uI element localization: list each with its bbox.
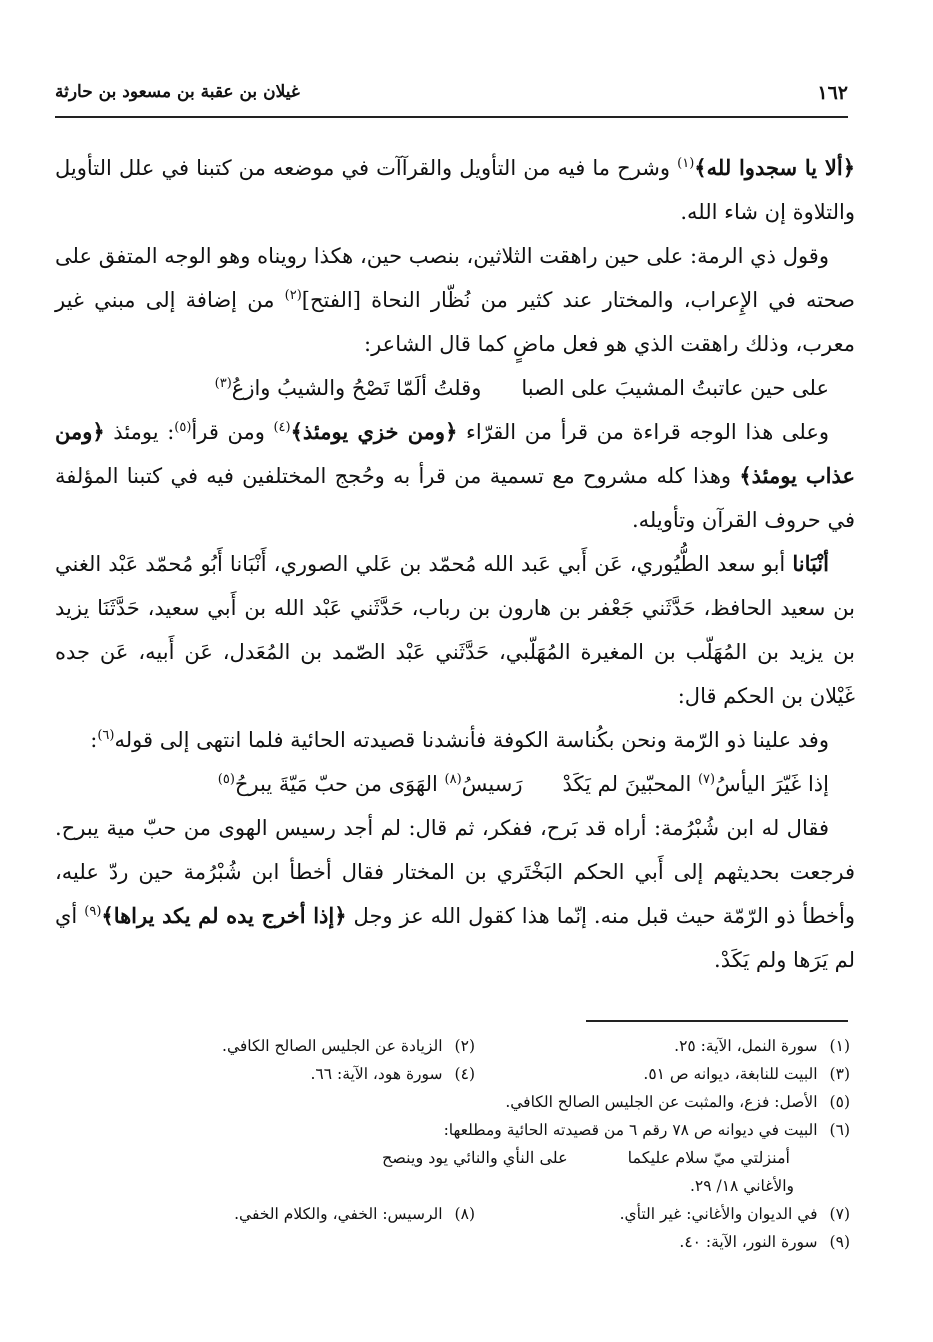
footnote-number: (٦) — [829, 1121, 850, 1139]
footnote-2 — [100, 1032, 475, 1060]
header-rule — [55, 116, 848, 118]
footnote-9 — [70, 1228, 850, 1256]
footnote-ref: (٣) — [214, 376, 232, 391]
footnote-ref: (٨) — [444, 772, 462, 787]
footnote-text: البيت في ديوانه ص ٧٨ رقم ٦ من قصيدته الحائية ومطلعها: — [443, 1121, 818, 1139]
paragraph-1 — [55, 146, 855, 234]
verse-first-hemistich: أمنزلتي ميّ سلام عليكما — [627, 1148, 790, 1167]
footnote-row — [70, 1060, 850, 1088]
footnote-6 — [70, 1116, 850, 1144]
quran-quote: ﴿ومن عذاب يومئذ﴾ — [55, 419, 855, 488]
footnote-row — [70, 1200, 850, 1228]
footnote-number: (١) — [829, 1037, 850, 1055]
verse-second-hemistich — [215, 366, 482, 410]
paragraph-5 — [55, 718, 855, 762]
footnote-8 — [100, 1200, 475, 1228]
footnote-5 — [70, 1088, 850, 1116]
verse-second-hemistich: على النأي والنائي يود وينصح — [381, 1148, 568, 1167]
verse-2 — [55, 762, 855, 806]
isnad-lead: أنْبَانا — [792, 551, 829, 576]
footnotes — [70, 1032, 850, 1256]
paragraph-text: : — [90, 728, 98, 752]
verse-first-hemistich: على حين عاتبتُ المشيبَ على الصبا — [521, 376, 829, 400]
paragraph-text: وقول ذي الرمة: على حين راهقت الثلاثين، بنصب حين، هكذا رويناه وهو الوجه المتفق على صحته في الإِعراب، والمختار عند كثير من نُظّار النحاة [الفتح] — [55, 244, 856, 312]
paragraph-text: وهذا كله مشروح مع تسمية من قرأ به وحُجج المختلفين فيه في كتبنا المؤلفة في حروف القرآن وتأويله. — [55, 464, 855, 532]
paragraph-text: فقال له ابن شُبْرُمة: أراه قد بَرح، ففكر، ثم قال: لم أجد رسيس الهوى من حبّ مية يبرح. فرجعت بحديثهم إلى أَبي الحكم البَخْتَري بن المختار فقال أخطأ ابن شُبْرُمة حين ردّ عليه، وأخطأ ذو الرّمّة حيث قبل منه. إنّما هذا كقول الله عز وجل — [55, 816, 855, 928]
footnote-text: سورة هود، الآية: ٦٦. — [310, 1065, 443, 1083]
footnote-ref: (٤) — [273, 420, 291, 435]
footnote-row — [70, 1032, 850, 1060]
running-head: غيلان بن عقبة بن مسعود بن حارثة — [55, 82, 300, 102]
paragraph-text: وشرح ما فيه من التأويل والقرآآت في موضعه من كتبنا في علل التأويل والتلاوة إن شاء الله. — [55, 156, 855, 224]
footnote-text: البيت للنابغة، ديوانه ص ٥١. — [643, 1065, 818, 1083]
footnote-text: سورة النمل، الآية: ٢٥. — [674, 1037, 818, 1055]
footnote-text: سورة النور، الآية: ٤٠. — [679, 1233, 818, 1251]
footnote-number: (٧) — [829, 1205, 850, 1223]
verse-text: الهَوَى من حبّ مَيّةَ يبرحُ — [234, 772, 445, 796]
main-text — [55, 146, 855, 982]
verse-text: وقلتُ ألَمّا تَصْحُ والشيبُ وازعُ — [231, 376, 482, 400]
footnote-number: (٥) — [829, 1093, 850, 1111]
footnote-verse — [70, 1144, 850, 1172]
footnote-separator — [586, 1020, 848, 1022]
footnote-7 — [475, 1200, 850, 1228]
paragraph-3 — [55, 410, 855, 542]
footnote-number: (٩) — [829, 1233, 850, 1251]
page-number: ١٦٢ — [817, 82, 848, 104]
verse-second-hemistich — [218, 762, 523, 806]
paragraph-text: أبو سعد الطُّيُوري، عَن أَبي عَبد الله مُحمّد بن عَلي الصوري، أَنْبَانا أَبُو مُحمّد عَبْد الغني بن سعيد الحافظ، حَدَّثَني جَعْفر بن هارون بن رباب، حَدَّثَني عَبْد الله بن أَبي سعيد، حَدَّثَنَا يزيد بن يزيد بن المُهَلّب بن المغيرة المُهَلّبي، حَدَّثَني عَبْد الصّمد بن المُعَدل، عَن أَبيه، عَن جده غَيْلان بن الحكم قال: — [55, 552, 855, 708]
footnote-number: (٢) — [454, 1037, 475, 1055]
paragraph-text: ومن قرأ — [191, 420, 274, 444]
paragraph-4 — [55, 542, 855, 718]
quran-quote: ﴿ألا يا سجدوا لله﴾ — [694, 155, 855, 180]
footnote-1 — [475, 1032, 850, 1060]
footnote-text: في الديوان والأغاني: غير التأي. — [619, 1205, 818, 1223]
footnote-ref: (٥) — [217, 772, 235, 787]
footnote-ref: (١) — [677, 156, 695, 171]
footnote-number: (٣) — [829, 1065, 850, 1083]
paragraph-text: : يومئذ — [104, 420, 175, 444]
footnote-text: الأصل: فزع، والمثبت عن الجليس الصالح الكافي. — [505, 1093, 818, 1111]
footnote-ref: (٧) — [697, 772, 716, 787]
verse-first-hemistich — [563, 762, 830, 806]
footnote-text: الزيادة عن الجليس الصالح الكافي. — [222, 1037, 443, 1055]
paragraph-text: وعلى هذا الوجه قراءة من قرأ من القرّاء — [457, 420, 830, 444]
footnote-ref: (٥) — [174, 420, 192, 435]
footnote-number: (٤) — [454, 1065, 475, 1083]
verse-text: إذا غَيّرَ اليأسُ — [715, 772, 829, 796]
paragraph-2 — [55, 234, 855, 366]
footnote-4 — [100, 1060, 475, 1088]
verse-text: المحبّينَ لم يَكَدْ — [562, 772, 698, 796]
footnote-text: الرسيس: الخفي، والكلام الخفي. — [234, 1205, 443, 1223]
footnote-ref: (٩) — [84, 904, 102, 919]
footnote-3 — [475, 1060, 850, 1088]
quran-quote: ﴿إذا أخرج يده لم يكد يراها﴾ — [101, 903, 347, 928]
paragraph-text: وفد علينا ذو الرّمة ونحن بكُناسة الكوفة فأنشدنا قصيدته الحائية فلما انتهى إلى قوله — [114, 728, 829, 752]
footnote-continuation: والأغاني ١٨/ ٢٩. — [689, 1177, 794, 1195]
footnote-ref: (٢) — [284, 288, 302, 303]
quran-quote: ﴿ومن خزي يومئذ﴾ — [290, 419, 458, 444]
paragraph-text: من إضافة إلى مبني غير معرب، وذلك راهقت الذي هو فعل ماضٍ كما قال الشاعر: — [55, 288, 855, 356]
paragraph-text: أي لم يَرَها ولم يَكَدْ. — [55, 904, 855, 972]
footnote-ref: (٦) — [97, 728, 115, 743]
page-header — [55, 80, 848, 110]
verse-1 — [55, 366, 855, 410]
footnote-number: (٨) — [454, 1205, 475, 1223]
verse-text: رَسيسُ — [461, 772, 523, 796]
paragraph-6 — [55, 806, 855, 982]
